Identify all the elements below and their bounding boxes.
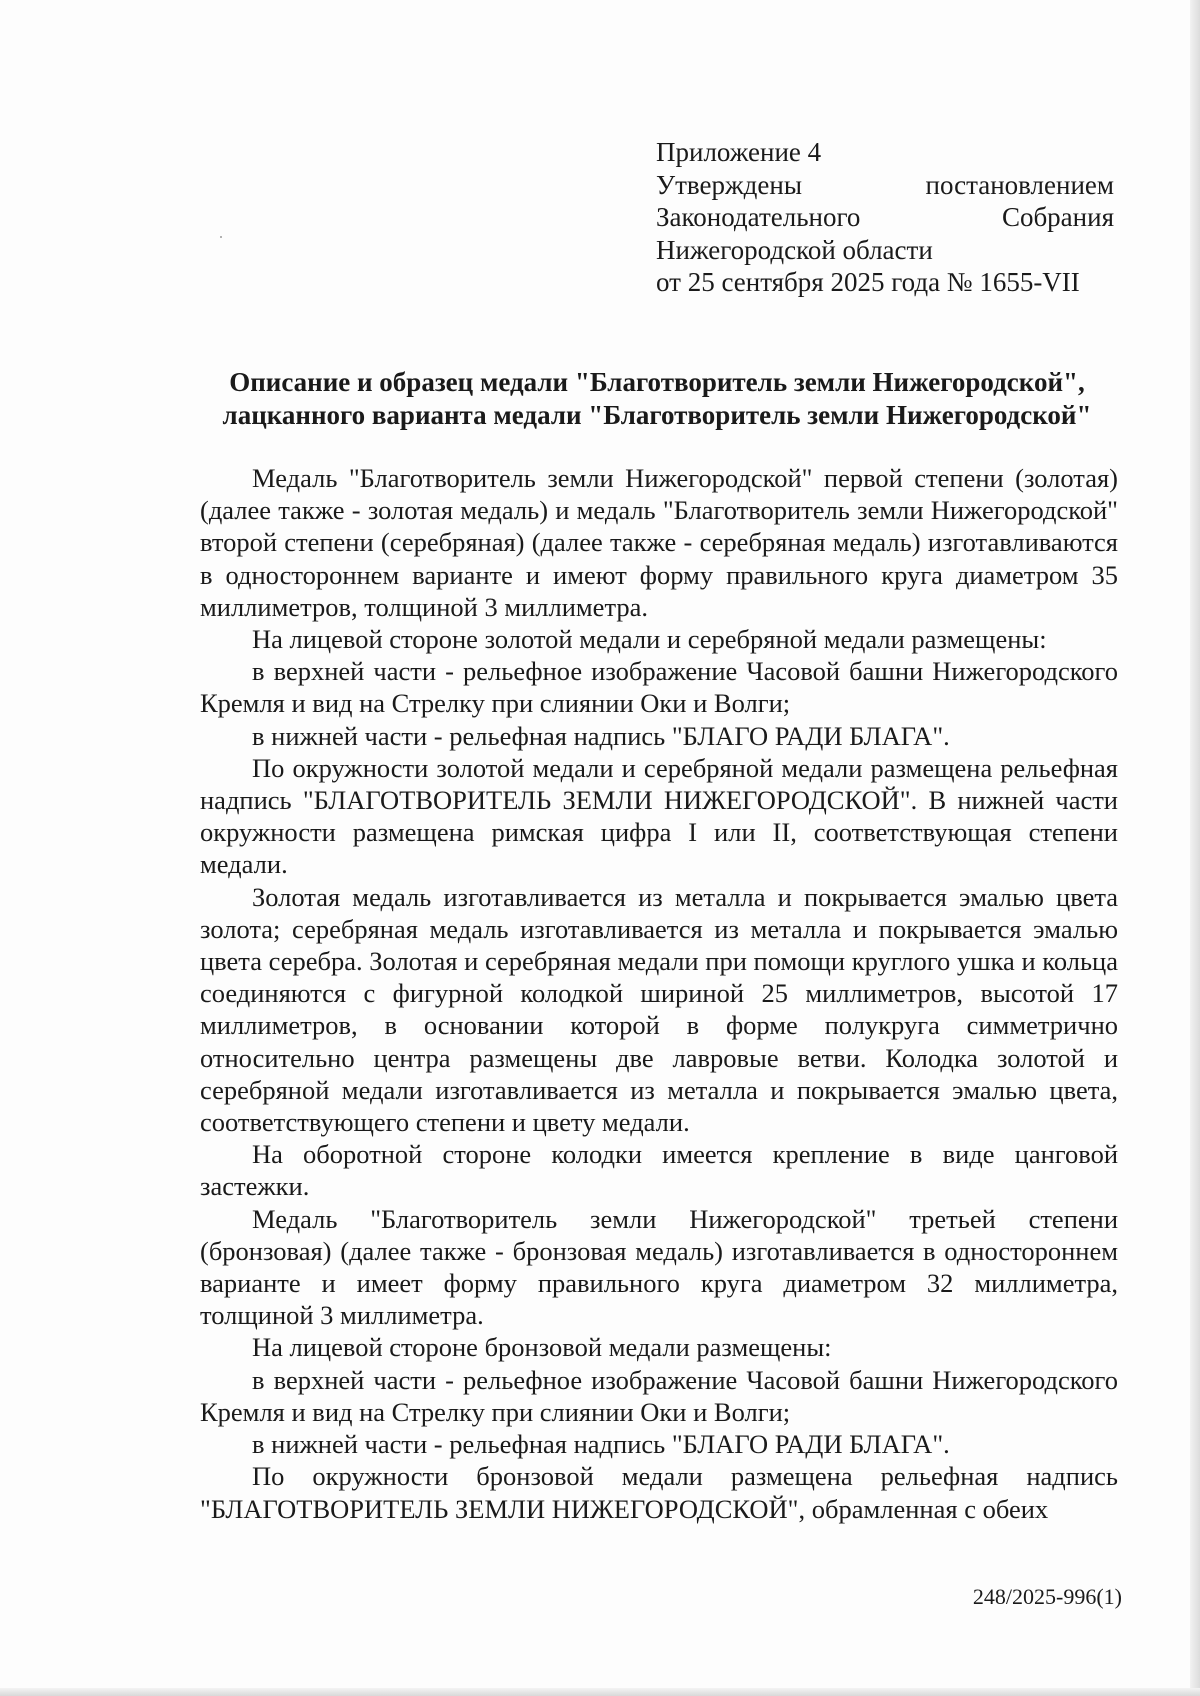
paragraph: На оборотной стороне колодки имеется крепление в виде цанговой застежки.	[200, 1139, 1118, 1202]
paragraph: в верхней части - рельефное изображение Часовой башни Нижегородского Кремля и вид на Стрелку при слиянии Оки и Волги;	[200, 656, 1118, 719]
region-line: Нижегородской области	[656, 234, 933, 265]
paragraph: Медаль "Благотворитель земли Нижегородской" первой степени (золотая) (далее также - золотая медаль) и медаль "Благотворитель земли Нижегородской" второй степени (серебряная) (далее также - серебряная медаль) изготавливаются в одностороннем варианте и имеют форму правильного круга диаметром 35 миллиметров, толщиной 3 миллиметра.	[200, 463, 1118, 622]
paragraph: в нижней части - рельефная надпись "БЛАГО РАДИ БЛАГА".	[252, 720, 950, 751]
date-number-line: от 25 сентября 2025 года № 1655-VII	[656, 267, 1080, 297]
appendix-label: Приложение 4	[656, 137, 822, 167]
document-registration-code: 248/2025-996(1)	[972, 1584, 1122, 1609]
paragraph: в верхней части - рельефное изображение Часовой башни Нижегородского Кремля и вид на Стрелку при слиянии Оки и Волги;	[200, 1364, 1118, 1427]
paragraph: в нижней части - рельефная надпись "БЛАГО РАДИ БЛАГА".	[252, 1429, 950, 1460]
paragraph: По окружности бронзовой медали размещена рельефная надпись "БЛАГОТВОРИТЕЛЬ ЗЕМЛИ НИЖЕГОРОДСКОЙ", обрамленная с обеих	[200, 1461, 1118, 1524]
document-body	[200, 462, 1118, 1525]
document-title	[198, 366, 1116, 432]
scan-edge-right	[1190, 0, 1200, 1696]
paragraph: Медаль "Благотворитель земли Нижегородской" третьей степени (бронзовая) (далее также - бронзовая медаль) изготавливается в одностороннем варианте и имеет форму правильного круга диаметром 32 миллиметра, толщиной 3 миллиметра.	[200, 1203, 1118, 1331]
scan-edge-bottom	[0, 1688, 1200, 1696]
assembly-word: Собрания	[1001, 202, 1114, 232]
title-line-2: лацканного варианта медали "Благотворитель земли Нижегородской"	[222, 400, 1092, 430]
paragraph: Золотая медаль изготавливается из металла и покрывается эмалью цвета золота; серебряная медаль изготавливается из металла и покрывается эмалью цвета серебра. Золотая и серебряная медали при помощи круглого ушка и кольца соединяются с фигурной колодкой шириной 25 миллиметров, высотой 17 миллиметров, в основании которой в форме полукруга симметрично относительно центра размещены две лавровые ветви. Колодка золотой и серебряной медали изготавливается из металла и покрывается эмалью цвета, соответствующего степени и цвету медали.	[200, 881, 1118, 1138]
scan-speck	[220, 236, 222, 238]
paragraph: По окружности золотой медали и серебряной медали размещена рельефная надпись "БЛАГОТВОРИТЕЛЬ ЗЕМЛИ НИЖЕГОРОДСКОЙ". В нижней части окружности размещена римская цифра I или II, соответствующая степени медали.	[200, 752, 1118, 880]
approved-line	[656, 169, 1114, 202]
resolution-word: постановлением	[925, 169, 1114, 200]
approved-word: Утверждены	[656, 169, 802, 200]
paragraph: На лицевой стороне бронзовой медали размещены:	[252, 1332, 832, 1363]
approval-stamp-block	[656, 136, 1114, 299]
title-line-1: Описание и образец медали "Благотворитель земли Нижегородской",	[229, 367, 1085, 397]
assembly-line	[656, 201, 1114, 234]
paragraph: На лицевой стороне золотой медали и серебряной медали размещены:	[252, 624, 1047, 655]
legislative-word: Законодательного	[656, 202, 861, 232]
